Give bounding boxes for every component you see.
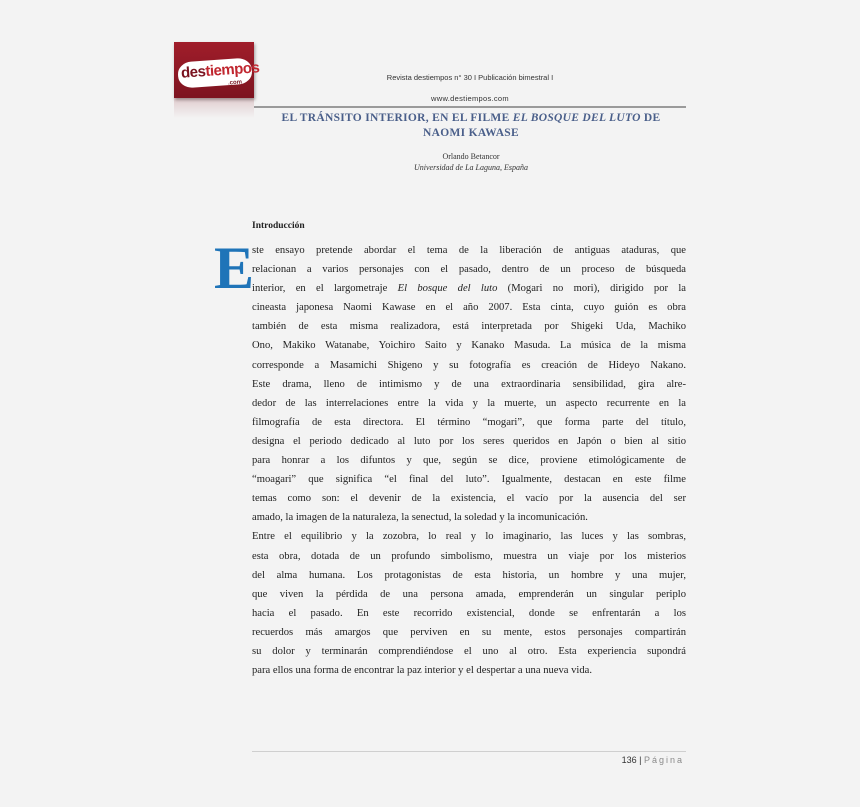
body-line: hacia el pasado. En este recorrido existencial, donde se enfrentarán a los xyxy=(252,607,686,619)
body-paragraph xyxy=(252,241,686,680)
body-line: dedor de las interrelaciones entre la vida y la muerte, un aspecto recurrente en la xyxy=(252,397,686,409)
body-line: Este drama, lleno de intimismo y de una extraordinaria sensibilidad, gira alre- xyxy=(252,378,686,390)
destiempos-logo xyxy=(174,42,260,98)
body-line: para honrar a los difuntos y que, según se dice, proviene etimológicamente de xyxy=(252,455,686,467)
author-affiliation: Universidad de La Laguna, España xyxy=(414,163,528,172)
body-line: Entre el equilibrio y la zozobra, lo real y lo imaginario, las luces y las sombras, xyxy=(252,531,686,543)
body-line: cineasta japonesa Naomi Kawase en el año 2007. Esta cinta, cuyo guión es obra xyxy=(252,302,686,314)
header-divider xyxy=(254,106,686,108)
logo-reflection xyxy=(174,98,254,118)
journal-url: www.destiempos.com xyxy=(431,94,509,103)
body-line: temas como son: el devenir de la existencia, el vacío por la ausencia del ser xyxy=(252,493,686,505)
page-number: 136 xyxy=(621,755,637,765)
body-line: esta obra, dotada de un profundo simbolismo, muestra un viaje por los misterios xyxy=(252,550,686,562)
body-line: designa el periodo dedicado al luto por los seres queridos en Japón o bien al sitio xyxy=(252,435,686,447)
body-line: “moagari” que significa “el final del luto”. Igualmente, destacan en este filme xyxy=(252,474,686,486)
journal-header: Revista destiempos n° 30 I Publicación bimestral I xyxy=(386,73,554,82)
logo-text: destiempos xyxy=(180,59,260,82)
article-title: EL TRÁNSITO INTERIOR, EN EL FILME EL BOSQUE DEL LUTO DE NAOMI KAWASE xyxy=(281,112,661,139)
body-line: recuerdos más amargos que perviven en su mente, estos personajes compartirán xyxy=(252,626,686,638)
body-line: interior, en el largometraje El bosque del luto (Mogari no mori), dirigido por la xyxy=(252,283,687,295)
body-line: para ellos una forma de encontrar la paz interior y el despertar a una nueva vida. xyxy=(252,665,593,677)
author-name: Orlando Betancor xyxy=(442,152,500,161)
body-line: del alma humana. Los protagonistas de esta historia, un hombre y una mujer, xyxy=(252,569,686,581)
body-line: relacionan a varios personajes con el pasado, dentro de un proceso de búsqueda xyxy=(252,264,686,276)
body-line: Ono, Makiko Watanabe, Yoichiro Saito y Kanako Masuda. La música de la misma xyxy=(252,340,686,352)
section-heading: Introducción xyxy=(252,221,305,231)
body-line: ste ensayo pretende abordar el tema de la liberación de antiguas ataduras, que xyxy=(252,245,686,256)
body-line: amado, la imagen de la naturaleza, la senectud, la soledad y la incomunicación. xyxy=(252,512,588,524)
body-line: filmografía de esta directora. El término “mogari”, que forma parte del título, xyxy=(252,416,686,428)
body-line: también de esta misma realizadora, está interpretada por Shigeki Uda, Machiko xyxy=(252,321,686,333)
drop-cap: E xyxy=(214,235,255,301)
body-line: su dolor y terminarán comprendiéndose el uno al otro. Esta experiencia supondrá xyxy=(252,645,686,657)
footer-divider xyxy=(252,751,686,752)
body-line: que viven la pérdida de una persona amada, emprenderán un singular periplo xyxy=(252,588,686,600)
body-line: corresponde a Masamichi Shigeno y su fotografía es creación de Hideyo Nakano. xyxy=(252,359,686,371)
logo-suffix: .com xyxy=(227,79,243,87)
page-label: Página xyxy=(643,755,684,765)
footer-separator: | xyxy=(639,755,642,765)
page-footer xyxy=(560,755,684,765)
